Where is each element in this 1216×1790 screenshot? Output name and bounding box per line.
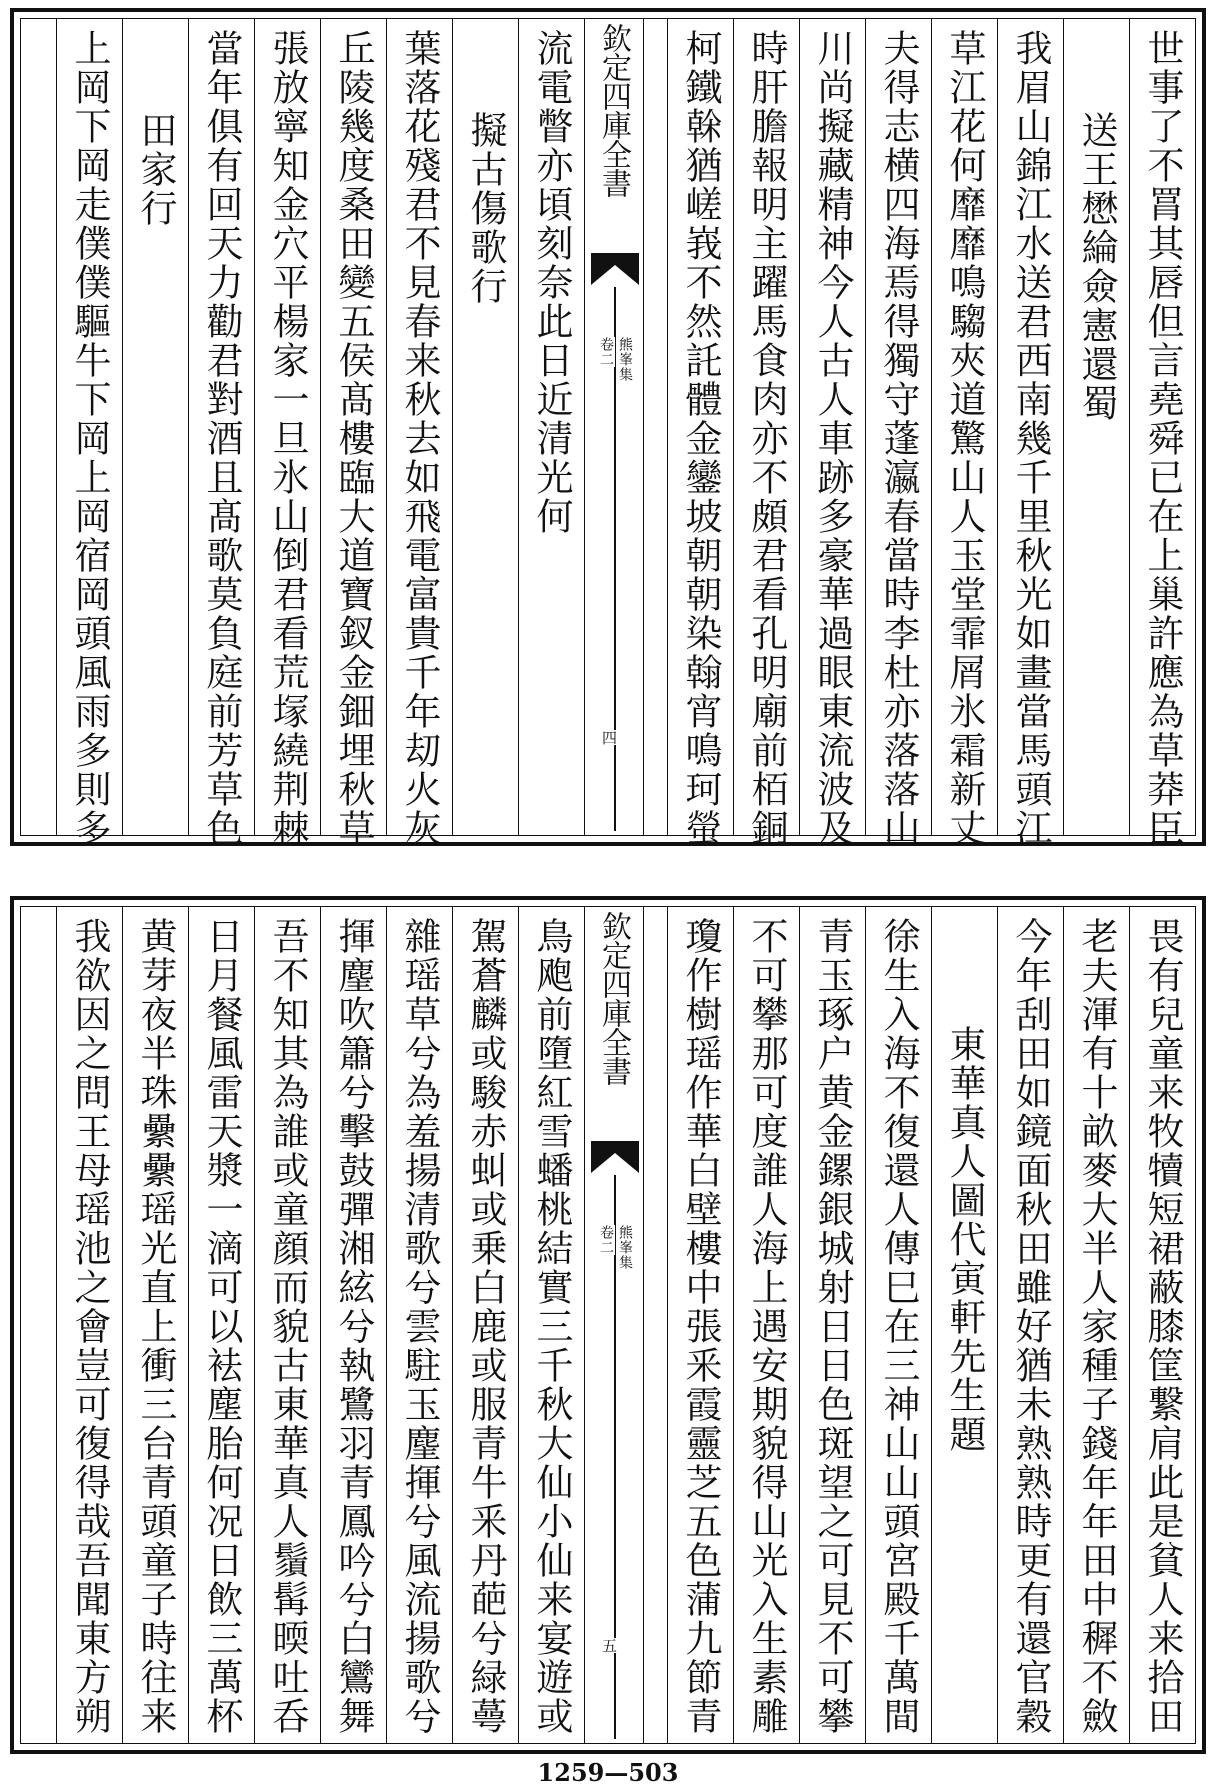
verse-line: 當年俱有回天力勸君對酒且髙歌莫負庭前芳草色 [200,29,243,848]
text-column [518,19,584,835]
text-column [188,907,254,1743]
verse-line: 青玉琢户黄金鏍銀城射日日色斑望之可見不可攀 [811,917,854,1736]
text-column [1129,19,1195,848]
verse-line: 川尚擬藏精神今人古人車跡多豪華過眼東流波及 [811,29,854,848]
text-column [865,19,931,848]
verse-line: 日月餐風雷天漿一滴可以袪塵胎何况日飲三萬杯 [200,917,243,1736]
verse-line: 不可攀那可度誰人海上遇安期貌得山光入生素雕 [745,917,788,1736]
verse-line: 時肝膽報明主躍馬食肉亦不頗君看孔明廟前栢銅 [745,29,788,848]
verse-line: 瓊作樹瑶作華白壁樓中張釆霞靈芝五色蒲九節青 [679,917,722,1736]
verse-line: 吾不知其為誰或童顔而貌古東華真人鬚髯㬉吐呑 [266,917,309,1736]
top-page [10,8,1206,846]
text-column [122,907,188,1743]
verse-line: 丘陵幾度桑田變五侯髙樓臨大道寶釵金鈿埋秋草 [332,29,375,848]
poem-title: 送王懋綸僉憲還蜀 [1075,111,1118,423]
verse-line: 今年刮田如鏡面秋田雖好猶未熟熟時更有還官穀 [1009,917,1052,1736]
fish-tail-mark [591,1139,639,1175]
verse-line: 夫得志横四海焉得獨守蓬瀛春當時李杜亦落落山 [877,29,920,848]
text-column [254,19,320,848]
poem-title: 擬古傷歌行 [464,111,507,306]
page-number: 五 [600,1638,618,1653]
bottom-page-frame [20,906,1196,1744]
verse-line: 揮麈吹簫兮擊鼓彈湘絃兮執鷺羽青鳳吟兮白鸞舞 [332,917,375,1736]
verse-line: 老夫渾有十畝麥大半人家種子錢年年田中穉不斂 [1075,917,1118,1736]
text-column [931,19,997,848]
text-column [254,907,320,1743]
text-column [1063,907,1129,1743]
folio-number: 1259—503 [537,1758,679,1787]
verse-line: 雜瑶草兮為羞揚清歌兮雲駐玉麈揮兮風流揚歌兮 [398,917,441,1736]
fish-tail-mark [591,251,639,287]
text-column [386,907,452,1743]
verse-line: 鳥飑前墮紅雪蟠桃結實三千秋大仙小仙来宴遊或 [530,917,573,1736]
verse-line: 張放寧知金穴平楊家一旦氷山倒君看荒塜繞荆棘 [266,29,309,848]
text-column [733,907,799,1743]
verse-line: 徐生入海不復還人傳巳在三神山山頭宮殿千萬間 [877,917,920,1736]
text-column [667,19,733,848]
text-column [320,19,386,848]
text-column [518,907,584,1743]
text-column [452,19,518,835]
verse-line: 世事了不罥其唇但言堯舜已在上巢許應為草莽臣 [1141,29,1184,848]
verse-line: 畏有兒童来牧犢短裙蔽膝筐繋肩此是貧人来拾田 [1141,917,1184,1736]
poem-title: 田家行 [134,111,177,228]
text-column [320,907,386,1743]
text-column [56,907,122,1743]
poem-title: 東華真人圖代寅軒先生題 [943,1025,986,1454]
page-number: 四 [600,730,618,745]
verse-line: 葉落花殘君不見春来秋去如飛電富貴千年刧火灰 [398,29,441,848]
book-title: 欽定四庫全書 [596,23,631,197]
text-column [667,907,733,1743]
verse-line: 黄芽夜半珠纍纍瑶光直上衝三台青頭童子時往来 [134,917,177,1736]
verse-line: 上岡下岡走僕僕驅牛下岡上岡宿岡頭風雨多則多 [68,29,111,848]
text-column [1063,19,1129,835]
text-column [799,907,865,1743]
text-column [865,907,931,1743]
center-margin [584,907,644,1743]
verse-line: 柯鐵榦猶嵯峩不然託體金鑾坡朝朝染翰宵鳴珂螢 [679,29,722,848]
text-column [997,19,1063,848]
top-page-frame [20,18,1196,848]
text-column [931,907,997,1743]
verse-line: 我欲因之問王母瑶池之會豈可復得哉吾聞東方朔 [68,917,111,1736]
verse-line: 駕蒼麟或駿赤虯或乗白鹿或服青牛釆丹葩兮緑蕚 [464,917,507,1736]
text-column [188,19,254,848]
verse-line: 我眉山錦江水送君西南幾千里秋光如畫當馬頭江 [1009,29,1052,848]
center-margin [584,19,644,835]
collection-name: 熊峯集 [617,337,633,382]
volume-label: 卷二 [598,1225,614,1255]
text-column [733,19,799,848]
book-title: 欽定四庫全書 [596,911,631,1085]
text-column [997,907,1063,1743]
text-column [452,907,518,1743]
bottom-page [10,896,1206,1754]
verse-line: 草江花何靡靡鳴騶夾道驚山人玉堂霏屑氷霜新丈 [943,29,986,848]
text-column [122,19,188,835]
verse-line: 流電瞥亦頃刻奈此日近清光何 [530,29,573,536]
text-column [799,19,865,848]
text-column [56,19,122,848]
text-column [386,19,452,848]
collection-name: 熊峯集 [617,1225,633,1270]
volume-label: 卷二 [598,337,614,367]
text-column [1129,907,1195,1743]
